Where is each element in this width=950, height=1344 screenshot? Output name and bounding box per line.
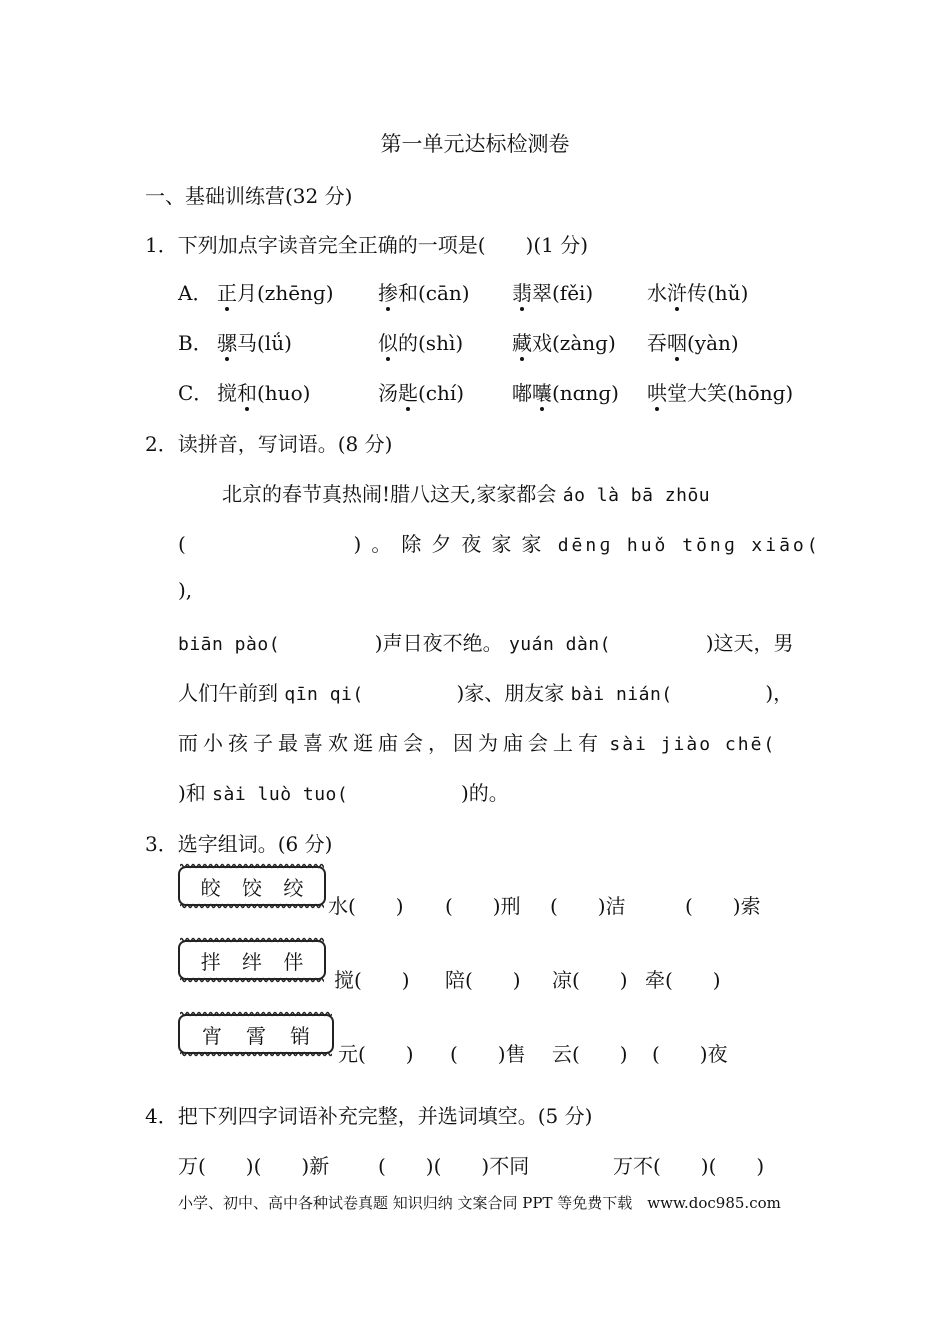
word-part: 堂大笑(hōnɡ) xyxy=(667,381,794,405)
q2-pinyin: bài nián( xyxy=(570,684,673,705)
q2-text: )的。 xyxy=(460,781,509,805)
q2-text: ( xyxy=(178,532,186,556)
fill-in-blank: 凉( ) xyxy=(552,968,628,992)
q2-line-5 xyxy=(178,677,793,706)
dotted-character: 骡 xyxy=(217,331,237,355)
q2-text: )声日夜不绝。 xyxy=(374,631,503,655)
question-1-stem: 1．下列加点字读音完全正确的一项是( )(1 分) xyxy=(145,233,589,257)
option-label: C． xyxy=(178,381,214,405)
word-part: 搅 xyxy=(217,381,237,405)
dotted-character: 藏 xyxy=(512,331,532,355)
option-word xyxy=(647,377,793,406)
fill-in-blank: 水( ) xyxy=(328,894,404,918)
page-title: 第一单元达标检测卷 xyxy=(380,132,570,156)
question-3-stem: 3．选字组词。(6 分) xyxy=(145,832,333,856)
q2-pinyin: sài jiào chē( xyxy=(609,734,777,755)
word-part: (huo) xyxy=(257,381,311,405)
q2-text: 而小孩子最喜欢逛庙会，因为庙会上有 xyxy=(178,731,603,755)
option-word xyxy=(217,327,292,356)
word-part: (yàn) xyxy=(687,331,739,355)
q2-line-3: ), xyxy=(178,578,193,602)
option-word xyxy=(217,277,334,306)
wavy-border-decoration xyxy=(180,1011,332,1017)
fill-in-blank: ( )刑 xyxy=(445,894,521,918)
option-word xyxy=(512,277,593,306)
character-choice-box xyxy=(178,1014,334,1054)
dotted-character: 和 xyxy=(237,381,257,405)
word-part: (chí) xyxy=(418,381,465,405)
word-part: 翠(fěi) xyxy=(532,281,594,305)
dotted-character: 翡 xyxy=(512,281,532,305)
choice-character: 绞 xyxy=(283,875,304,900)
word-part: 的(shì) xyxy=(398,331,464,355)
dotted-character: 哄 xyxy=(647,381,667,405)
q4-item: ( )( )不同 xyxy=(378,1154,530,1178)
q2-text: )， xyxy=(765,681,794,705)
q2-text: 人们午前到 xyxy=(178,681,278,705)
q4-item: 万( )( )新 xyxy=(178,1154,330,1178)
choice-character: 销 xyxy=(290,1023,310,1048)
wavy-border-decoration xyxy=(180,977,324,983)
character-choice-box xyxy=(178,940,326,980)
word-part: 嘟 xyxy=(512,381,532,405)
choice-character: 拌 xyxy=(200,949,221,974)
fill-in-blank: ( )夜 xyxy=(652,1042,728,1066)
word-part: 和(cān) xyxy=(398,281,470,305)
dotted-character: 掺 xyxy=(378,281,398,305)
q2-pinyin: sài luò tuo( xyxy=(212,784,349,805)
q4-item: 万不( )( ) xyxy=(613,1154,765,1178)
fill-in-blank: 牵( ) xyxy=(645,968,721,992)
wavy-border-decoration xyxy=(180,937,324,943)
q2-line-7 xyxy=(178,777,509,806)
question-2-stem: 2．读拼音，写词语。(8 分) xyxy=(145,432,393,456)
q2-text: )和 xyxy=(178,781,206,805)
option-label: B． xyxy=(178,331,213,355)
word-part: 戏(zànɡ) xyxy=(532,331,616,355)
word-part: 月(zhēnɡ) xyxy=(237,281,334,305)
q2-pinyin: biān pào( xyxy=(178,634,281,655)
wavy-border-decoration xyxy=(180,903,324,909)
q2-text: 北京的春节真热闹!腊八这天,家家都会 xyxy=(222,482,557,506)
q2-text: )这天，男 xyxy=(705,631,794,655)
q2-text: )。除夕夜家家 xyxy=(353,532,552,556)
option-label: A． xyxy=(178,281,213,305)
choice-character: 皎 xyxy=(200,875,221,900)
section-heading: 一、基础训练营(32 分) xyxy=(145,184,353,208)
word-part: 吞 xyxy=(647,331,667,355)
fill-in-blank: 陪( ) xyxy=(445,968,521,992)
option-word xyxy=(217,377,310,406)
option-word xyxy=(378,327,463,356)
word-part: 水 xyxy=(647,281,667,305)
word-part: 传(hǔ) xyxy=(687,281,749,305)
q2-text: )家、朋友家 xyxy=(456,681,565,705)
dotted-character: 似 xyxy=(378,331,398,355)
option-word xyxy=(647,277,748,306)
wavy-border-decoration xyxy=(180,1051,332,1057)
fill-in-blank: ( )售 xyxy=(450,1042,526,1066)
q2-line-4 xyxy=(178,627,794,656)
fill-in-blank: 搅( ) xyxy=(334,968,410,992)
option-word xyxy=(378,277,470,306)
fill-in-blank: 云( ) xyxy=(552,1042,628,1066)
q2-line-1 xyxy=(222,478,710,507)
dotted-character: 浒 xyxy=(667,281,687,305)
choice-character: 绊 xyxy=(241,949,262,974)
option-word xyxy=(378,377,464,406)
dotted-character: 正 xyxy=(217,281,237,305)
option-word xyxy=(512,327,616,356)
fill-in-blank: ( )索 xyxy=(685,894,761,918)
word-part: 汤 xyxy=(378,381,398,405)
fill-in-blank: ( )洁 xyxy=(550,894,626,918)
wavy-border-decoration xyxy=(180,863,324,869)
option-word xyxy=(647,327,739,356)
choice-character: 霄 xyxy=(246,1023,266,1048)
q2-pinyin: yuán dàn( xyxy=(508,634,611,655)
q2-pinyin: áo là bā zhōu xyxy=(562,485,711,506)
q2-pinyin: dēnɡ huǒ tōnɡ xiāo( xyxy=(557,535,821,556)
q2-line-2 xyxy=(178,528,821,557)
fill-in-blank: 元( ) xyxy=(338,1042,414,1066)
footer-text: 小学、初中、高中各种试卷真题 知识归纳 文案合同 PPT 等免费下载 www.doc985.com xyxy=(178,1194,781,1212)
character-choice-box xyxy=(178,866,326,906)
question-4-stem: 4．把下列四字词语补充完整，并选词填空。(5 分) xyxy=(145,1104,593,1128)
dotted-character: 囔 xyxy=(532,381,552,405)
word-part: 马(lǘ) xyxy=(237,331,292,355)
word-part: (nɑnɡ) xyxy=(552,381,619,405)
q2-line-6 xyxy=(178,727,776,756)
choice-character: 宵 xyxy=(202,1023,222,1048)
dotted-character: 咽 xyxy=(667,331,687,355)
choice-character: 伴 xyxy=(283,949,304,974)
q2-pinyin: qīn qi( xyxy=(284,684,364,705)
option-word xyxy=(512,377,619,406)
choice-character: 饺 xyxy=(241,875,262,900)
dotted-character: 匙 xyxy=(398,381,418,405)
